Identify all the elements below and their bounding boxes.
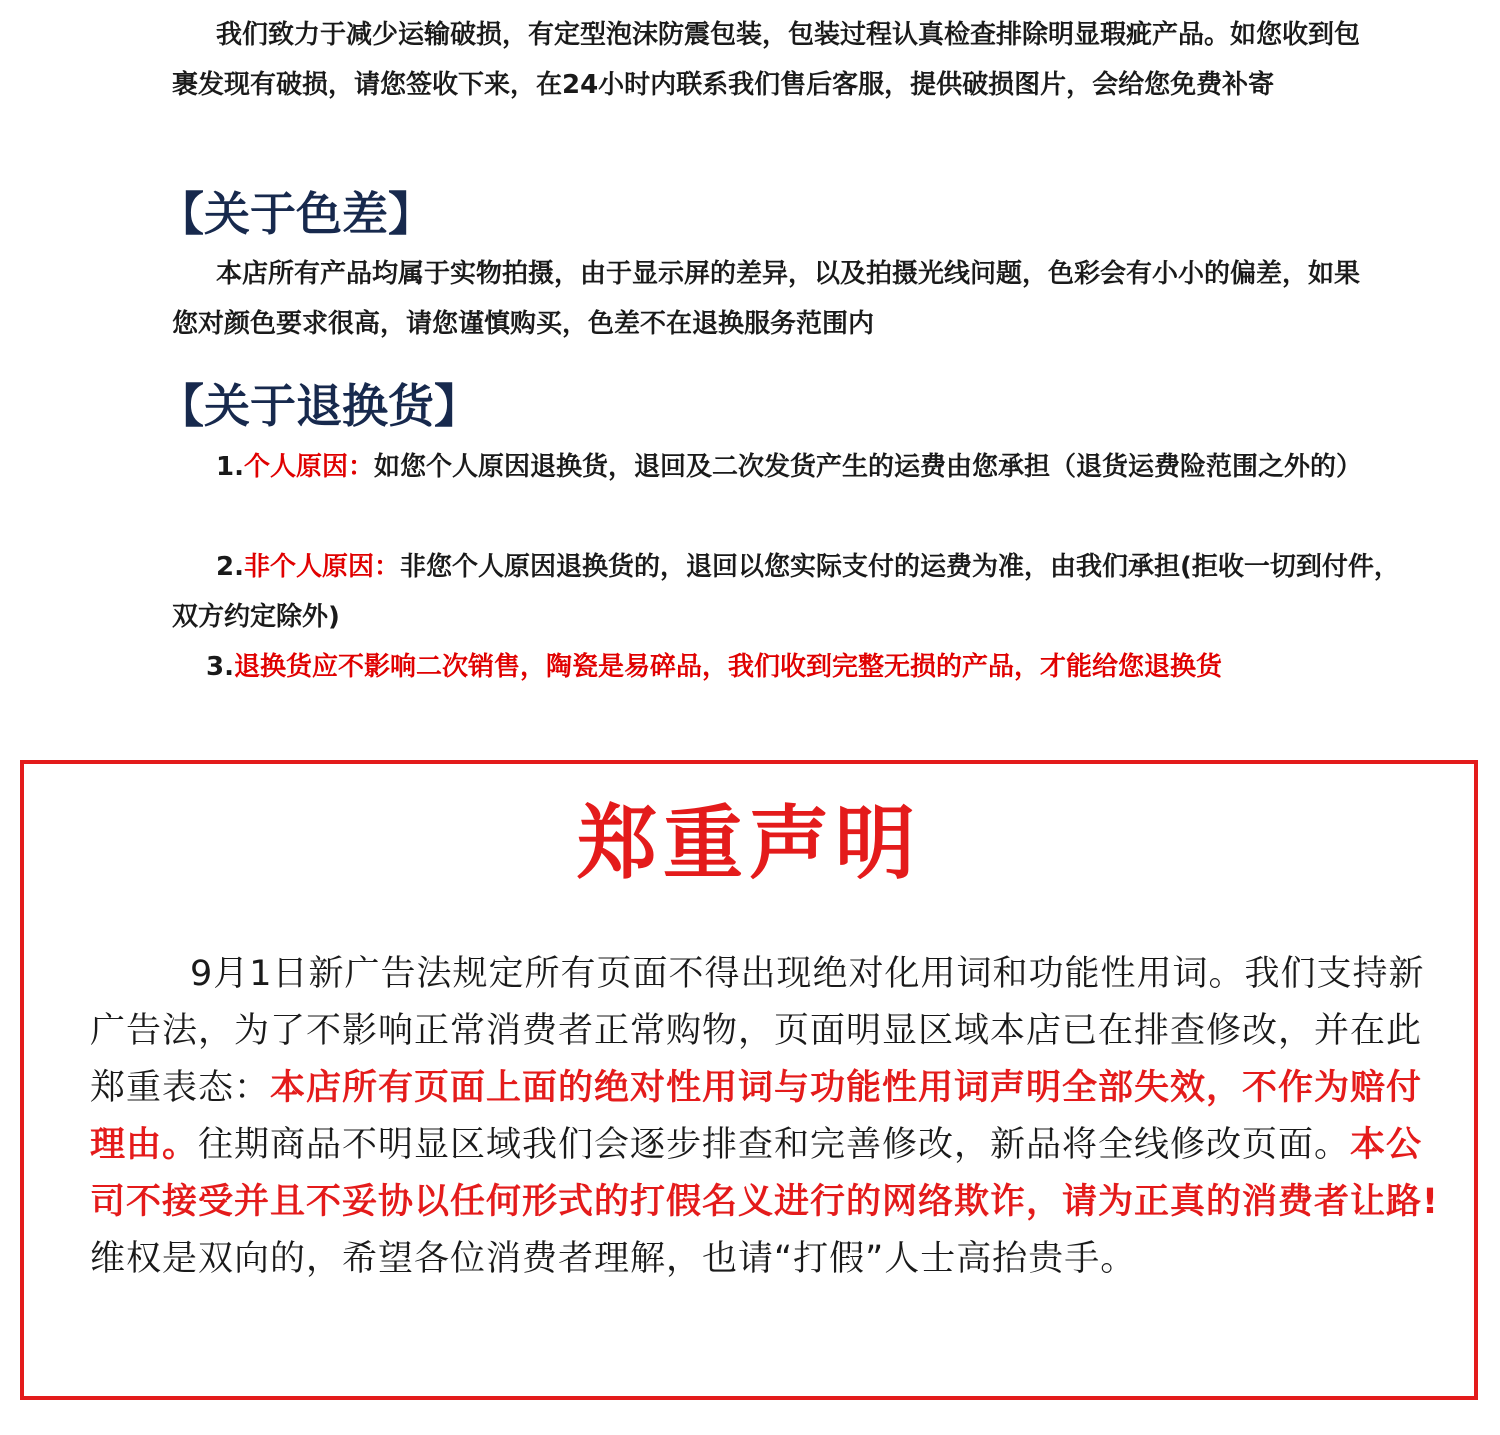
- return-item-2-label: 非个人原因：: [243, 552, 400, 582]
- solemn-declaration-box: [20, 760, 1478, 1400]
- notice-title: 郑重声明: [577, 797, 921, 890]
- shipping-damage-paragraph: 我们致力于减少运输破损，有定型泡沫防震包装，包装过程认真检查排除明显瑕疵产品。如您收到包裹发现有破损，请您签收下来，在24小时内联系我们售后客服，提供破损图片，会给您免费补寄: [172, 20, 1361, 100]
- notice-highlight-2: 本公司不接受并且不妥协以任何形式的打假名义进行的网络欺诈，请为正真的消费者让路!: [90, 1125, 1439, 1222]
- return-item-1-text: 如您个人原因退换货，退回及二次发货产生的运费由您承担（退货运费险范围之外的）: [373, 452, 1362, 482]
- notice-text-part-3: 维权是双向的，希望各位消费者理解，也请“打假”人士高抬贵手。: [90, 1239, 1137, 1279]
- return-item-2-text: 非您个人原因退换货的，退回以您实际支付的运费为准，由我们承担(拒收一切到付件，双方约定除外): [172, 552, 1400, 632]
- return-item-1-label: 个人原因：: [243, 452, 374, 482]
- notice-highlight-1: 本店所有页面上面的绝对性用词与功能性用词声明全部失效，不作为赔付理由。: [90, 1068, 1423, 1165]
- return-exchange-heading: 【关于退换货】: [158, 379, 480, 433]
- notice-text-part-1: 9月1日新广告法规定所有页面不得出现绝对化用词和功能性用词。我们支持新广告法，为了不影响正常消费者正常购物，页面明显区域本店已在排查修改，并在此郑重表态：: [90, 954, 1425, 1108]
- color-difference-paragraph: 本店所有产品均属于实物拍摄，由于显示屏的差异，以及拍摄光线问题，色彩会有小小的偏差，如果您对颜色要求很高，请您谨慎购买，色差不在退换服务范围内: [172, 259, 1361, 339]
- return-item-1: [172, 442, 1412, 492]
- return-item-3-number: 3.: [206, 652, 234, 682]
- notice-body: [90, 946, 1440, 1288]
- return-item-2: [172, 542, 1412, 642]
- color-difference-heading: 【关于色差】: [158, 187, 434, 241]
- return-item-3-text: 退换货应不影响二次销售，陶瓷是易碎品，我们收到完整无损的产品，才能给您退换货: [233, 652, 1222, 682]
- return-item-3: [172, 642, 1412, 692]
- return-item-1-number: 1.: [216, 452, 244, 482]
- notice-text-part-2: 往期商品不明显区域我们会逐步排查和完善修改，新品将全线修改页面。: [198, 1125, 1351, 1165]
- return-item-2-number: 2.: [216, 552, 244, 582]
